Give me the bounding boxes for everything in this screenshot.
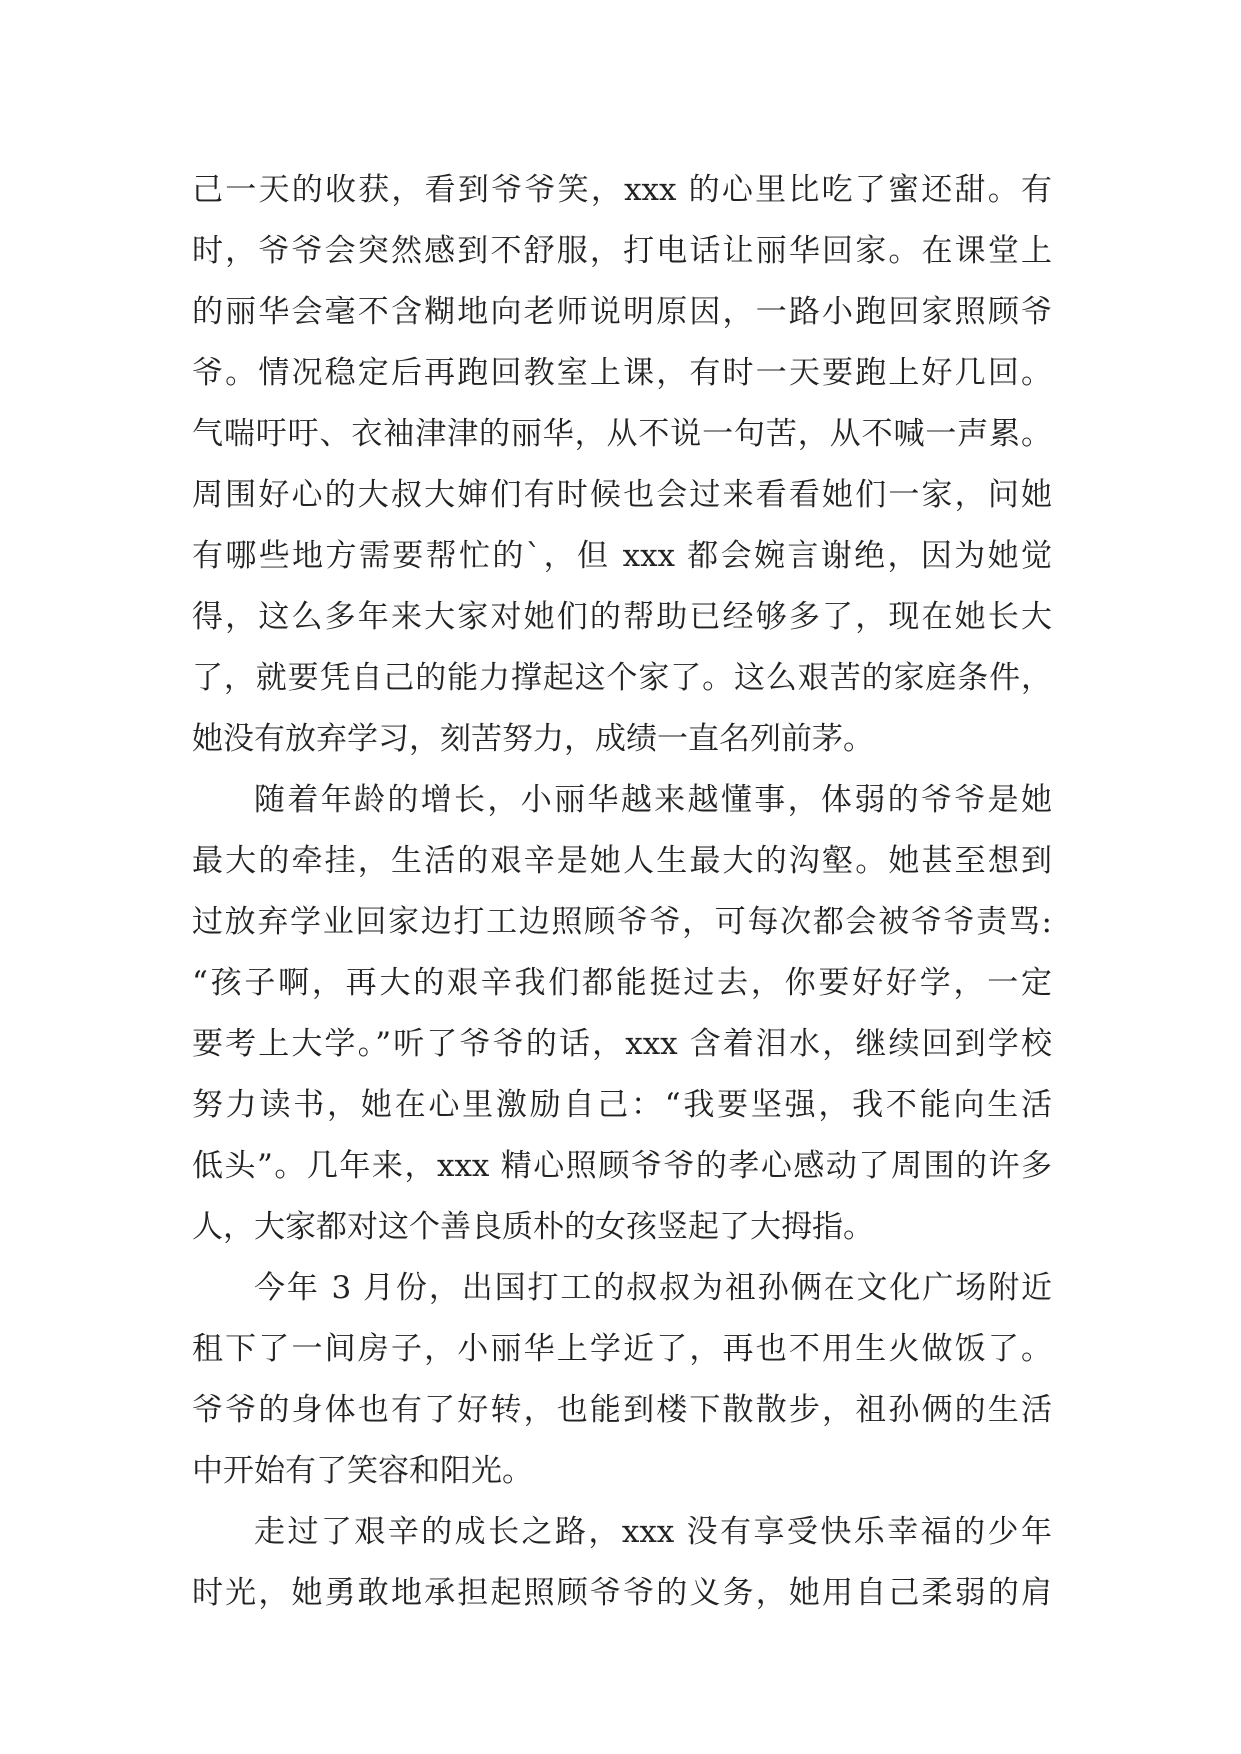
text-line: 走过了艰辛的成长之路，xxx 没有享受快乐幸福的少年 xyxy=(254,1514,1052,1550)
text-line: 中开始有了笑容和阳光。 xyxy=(192,1453,533,1489)
paragraph-3 xyxy=(192,1258,1052,1502)
text-line: 她没有放弃学习，刻苦努力，成绩一直名列前茅。 xyxy=(192,721,874,757)
text-line: 要考上大学。”听了爷爷的话，xxx 含着泪水，继续回到学校 xyxy=(192,1026,1052,1062)
text-line: 时，爷爷会突然感到不舒服，打电话让丽华回家。在课堂上 xyxy=(192,233,1052,269)
text-line: 随着年龄的增长，小丽华越来越懂事，体弱的爷爷是她 xyxy=(254,782,1052,818)
paragraph-4 xyxy=(192,1502,1052,1624)
text-line: 时光，她勇敢地承担起照顾爷爷的义务，她用自己柔弱的肩 xyxy=(192,1575,1052,1611)
text-line: 有哪些地方需要帮忙的`，但 xxx 都会婉言谢绝，因为她觉 xyxy=(192,538,1052,574)
text-line: 租下了一间房子，小丽华上学近了，再也不用生火做饭了。 xyxy=(192,1331,1052,1367)
text-line: 爷。情况稳定后再跑回教室上课，有时一天要跑上好几回。 xyxy=(192,355,1052,391)
text-line: “孩子啊，再大的艰辛我们都能挺过去，你要好好学，一定 xyxy=(192,965,1052,1001)
text-line: 今年 3 月份，出国打工的叔叔为祖孙俩在文化广场附近 xyxy=(254,1270,1052,1306)
paragraph-1 xyxy=(192,160,1052,770)
text-line: 最大的牵挂，生活的艰辛是她人生最大的沟壑。她甚至想到 xyxy=(192,843,1052,879)
text-line: 爷爷的身体也有了好转，也能到楼下散散步，祖孙俩的生活 xyxy=(192,1392,1052,1428)
text-line: 人，大家都对这个善良质朴的女孩竖起了大拇指。 xyxy=(192,1209,874,1245)
text-line: 低头”。几年来，xxx 精心照顾爷爷的孝心感动了周围的许多 xyxy=(192,1148,1052,1184)
text-line: 了，就要凭自己的能力撑起这个家了。这么艰苦的家庭条件， xyxy=(192,660,1052,696)
text-line: 的丽华会毫不含糊地向老师说明原因，一路小跑回家照顾爷 xyxy=(192,294,1052,330)
body-text xyxy=(192,160,1052,1624)
text-line: 得，这么多年来大家对她们的帮助已经够多了，现在她长大 xyxy=(192,599,1052,635)
text-line: 周围好心的大叔大婶们有时候也会过来看看她们一家，问她 xyxy=(192,477,1052,513)
text-line: 过放弃学业回家边打工边照顾爷爷，可每次都会被爷爷责骂: xyxy=(192,904,1052,940)
text-line: 己一天的收获，看到爷爷笑，xxx 的心里比吃了蜜还甜。有 xyxy=(192,172,1052,208)
text-line: 气喘吁吁、衣袖津津的丽华，从不说一句苦，从不喊一声累。 xyxy=(192,416,1052,452)
paragraph-2 xyxy=(192,770,1052,1258)
text-line: 努力读书，她在心里激励自己：“我要坚强，我不能向生活 xyxy=(192,1087,1052,1123)
